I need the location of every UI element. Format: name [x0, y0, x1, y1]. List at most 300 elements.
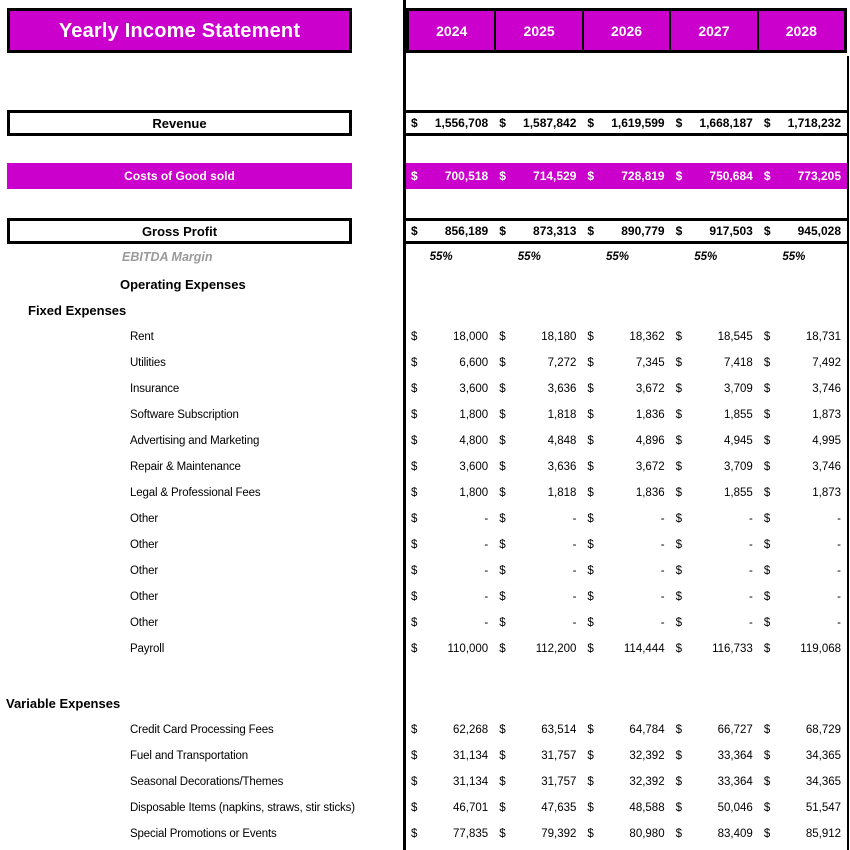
value-cell: [582, 532, 670, 558]
value-amount: 62,268: [453, 724, 489, 736]
expense-values-row: [406, 532, 847, 558]
value-amount: 31,757: [541, 750, 577, 762]
currency-symbol: $: [411, 724, 418, 736]
currency-symbol: $: [675, 643, 683, 655]
value-cell: [759, 113, 847, 133]
currency-symbol: $: [763, 224, 771, 238]
value-cell: [494, 163, 582, 189]
value-amount: 7,492: [812, 357, 842, 369]
value-cell: [406, 480, 494, 506]
value-cell: [582, 221, 670, 241]
value-cell: [494, 480, 582, 506]
value-cell: [671, 454, 759, 480]
currency-symbol: $: [587, 802, 594, 814]
currency-symbol: $: [675, 169, 683, 183]
currency-symbol: $: [499, 724, 506, 736]
expense-values-row: [406, 454, 847, 480]
value-amount: 50,046: [717, 802, 753, 814]
expense-values-row: [406, 324, 847, 350]
value-cell: [494, 350, 582, 376]
value-amount: 85,912: [805, 828, 842, 840]
currency-symbol: $: [675, 357, 683, 369]
expense-row-label: Other: [130, 565, 159, 577]
currency-symbol: $: [499, 409, 506, 421]
currency-symbol: $: [499, 750, 506, 762]
currency-symbol: $: [587, 565, 594, 577]
expense-values-row: [406, 376, 847, 402]
value-cell: [671, 717, 759, 743]
value-cell: [494, 532, 582, 558]
value-cell: [759, 610, 847, 636]
currency-symbol: $: [499, 828, 506, 840]
value-amount: 7,345: [635, 357, 665, 369]
value-cell: [406, 558, 494, 584]
value-amount: -: [748, 539, 753, 551]
values-row-gross-profit: [406, 218, 847, 244]
currency-symbol: $: [411, 461, 418, 473]
currency-symbol: $: [763, 487, 771, 499]
value-cell: [671, 163, 759, 189]
value-amount: 33,364: [717, 776, 753, 788]
value-cell: [759, 636, 847, 662]
expense-values-row: [406, 769, 847, 795]
currency-symbol: $: [587, 409, 594, 421]
value-cell: [582, 584, 670, 610]
currency-symbol: $: [499, 643, 506, 655]
value-amount: 1,818: [547, 487, 577, 499]
value-amount: 51,547: [805, 802, 842, 814]
currency-symbol: $: [587, 461, 594, 473]
value-amount: 116,733: [712, 643, 753, 655]
value-cell: [759, 558, 847, 584]
value-cell: [671, 743, 759, 769]
currency-symbol: $: [675, 461, 683, 473]
value-amount: 47,635: [541, 802, 577, 814]
currency-symbol: $: [411, 513, 418, 525]
value-amount: 112,200: [535, 643, 577, 655]
value-cell: [406, 376, 494, 402]
expense-row-label: Other: [130, 591, 159, 603]
value-amount: 119,068: [800, 643, 842, 655]
value-cell: [671, 376, 759, 402]
currency-symbol: $: [763, 331, 771, 343]
value-cell: [494, 558, 582, 584]
currency-symbol: $: [763, 513, 771, 525]
value-cell: [582, 795, 670, 821]
currency-symbol: $: [675, 828, 683, 840]
currency-symbol: $: [675, 383, 683, 395]
value-cell: [759, 350, 847, 376]
currency-symbol: $: [763, 591, 771, 603]
value-amount: 34,365: [805, 776, 842, 788]
currency-symbol: $: [587, 357, 594, 369]
currency-symbol: $: [411, 435, 418, 447]
label-column: [0, 0, 403, 850]
value-amount: 1,855: [724, 409, 753, 421]
value-amount: 32,392: [629, 776, 665, 788]
value-amount: 33,364: [717, 750, 753, 762]
currency-symbol: $: [675, 750, 683, 762]
currency-symbol: $: [411, 331, 418, 343]
value-amount: 31,134: [453, 750, 489, 762]
currency-symbol: $: [499, 487, 506, 499]
value-amount: 1,873: [812, 409, 842, 421]
value-cell: [759, 428, 847, 454]
value-amount: 3,709: [724, 383, 753, 395]
value-amount: 1,873: [812, 487, 842, 499]
value-cell: [759, 532, 847, 558]
value-amount: 1,800: [459, 409, 489, 421]
value-amount: 114,444: [623, 643, 665, 655]
value-amount: -: [484, 617, 489, 629]
value-cell: [759, 221, 847, 241]
value-cell: [494, 402, 582, 428]
value-amount: 6,600: [459, 357, 489, 369]
expense-row-label: Other: [130, 539, 159, 551]
expense-values-row: [406, 795, 847, 821]
value-cell: [671, 769, 759, 795]
value-amount: 3,600: [459, 383, 489, 395]
currency-symbol: $: [587, 116, 595, 130]
value-amount: 714,529: [533, 169, 577, 183]
currency-symbol: $: [675, 116, 683, 130]
value-cell: [494, 636, 582, 662]
value-amount: -: [572, 513, 577, 525]
expense-row-label: Other: [130, 617, 159, 629]
value-cell: [582, 480, 670, 506]
section-heading-operating-expenses: Operating Expenses: [120, 277, 246, 292]
currency-symbol: $: [763, 539, 771, 551]
currency-symbol: $: [411, 357, 418, 369]
value-cell: [494, 324, 582, 350]
expense-row-label: Software Subscription: [130, 409, 239, 421]
value-cell: [759, 769, 847, 795]
value-amount: -: [837, 513, 842, 525]
currency-symbol: $: [763, 828, 771, 840]
value-amount: 7,418: [724, 357, 753, 369]
currency-symbol: $: [587, 724, 594, 736]
row-label-ebitda-margin: EBITDA Margin: [122, 250, 213, 264]
currency-symbol: $: [411, 617, 418, 629]
value-cell: [494, 769, 582, 795]
currency-symbol: $: [587, 331, 594, 343]
value-amount: 917,503: [709, 224, 753, 238]
currency-symbol: $: [763, 357, 771, 369]
value-amount: 31,134: [453, 776, 489, 788]
value-cell: [582, 454, 670, 480]
value-cell: [406, 402, 494, 428]
value-cell: [406, 795, 494, 821]
value-cell: [671, 428, 759, 454]
value-amount: 18,545: [717, 331, 753, 343]
currency-symbol: $: [411, 750, 418, 762]
value-amount: 80,980: [629, 828, 665, 840]
margin-percent-cell: 55%: [782, 251, 806, 263]
value-amount: 83,409: [717, 828, 753, 840]
value-amount: 68,729: [805, 724, 842, 736]
value-cell: [494, 610, 582, 636]
expense-values-row: [406, 558, 847, 584]
currency-symbol: $: [499, 776, 506, 788]
expense-values-row: [406, 584, 847, 610]
currency-symbol: $: [763, 565, 771, 577]
currency-symbol: $: [587, 776, 594, 788]
value-cell: [671, 532, 759, 558]
currency-symbol: $: [411, 539, 418, 551]
value-cell: [671, 610, 759, 636]
value-cell: [494, 376, 582, 402]
value-cell: [494, 428, 582, 454]
value-amount: 856,189: [444, 224, 489, 238]
value-cell: [582, 376, 670, 402]
value-cell: [582, 558, 670, 584]
expense-values-row: [406, 821, 847, 847]
value-cell: [671, 636, 759, 662]
value-amount: 1,800: [459, 487, 489, 499]
value-amount: -: [572, 591, 577, 603]
year-header-cell: 2027: [671, 11, 758, 50]
expense-row-label: Payroll: [130, 643, 165, 655]
margin-percent-cell: 55%: [517, 251, 541, 263]
currency-symbol: $: [587, 539, 594, 551]
expense-row-label: Other: [130, 513, 159, 525]
value-cell: [494, 221, 582, 241]
value-amount: -: [837, 617, 842, 629]
currency-symbol: $: [411, 116, 418, 130]
currency-symbol: $: [675, 539, 683, 551]
currency-symbol: $: [499, 591, 506, 603]
value-cell: [406, 428, 494, 454]
section-heading-variable-expenses: Variable Expenses: [6, 696, 121, 711]
expense-row-label: Fuel and Transportation: [130, 750, 249, 762]
value-amount: -: [572, 617, 577, 629]
section-heading-fixed-expenses: Fixed Expenses: [28, 303, 127, 318]
value-cell: [582, 163, 670, 189]
currency-symbol: $: [763, 169, 771, 183]
currency-symbol: $: [587, 591, 594, 603]
value-amount: 79,392: [541, 828, 577, 840]
value-cell: [759, 743, 847, 769]
value-cell: [406, 221, 494, 241]
row-label-costs-of-good-sold: Costs of Good sold: [7, 163, 352, 189]
currency-symbol: $: [411, 776, 418, 788]
currency-symbol: $: [499, 565, 506, 577]
value-cell: [406, 350, 494, 376]
currency-symbol: $: [499, 224, 506, 238]
value-cell: [671, 558, 759, 584]
value-cell: [582, 743, 670, 769]
value-amount: 4,945: [724, 435, 753, 447]
value-amount: 1,855: [724, 487, 753, 499]
currency-symbol: $: [587, 643, 594, 655]
value-amount: 773,205: [797, 169, 842, 183]
currency-symbol: $: [675, 776, 683, 788]
currency-symbol: $: [763, 383, 771, 395]
value-cell: [406, 610, 494, 636]
values-row-ebitda-margin: [406, 244, 847, 270]
currency-symbol: $: [675, 224, 683, 238]
value-cell: [671, 480, 759, 506]
currency-symbol: $: [763, 435, 771, 447]
value-amount: 3,746: [812, 461, 842, 473]
currency-symbol: $: [763, 776, 771, 788]
value-amount: -: [660, 513, 665, 525]
value-cell: [671, 506, 759, 532]
value-amount: 1,818: [547, 409, 577, 421]
value-amount: -: [748, 617, 753, 629]
value-amount: -: [572, 565, 577, 577]
value-amount: -: [660, 617, 665, 629]
value-cell: [406, 584, 494, 610]
currency-symbol: $: [411, 828, 418, 840]
currency-symbol: $: [587, 828, 594, 840]
value-cell: [406, 717, 494, 743]
value-amount: 110,000: [447, 643, 489, 655]
value-amount: -: [660, 539, 665, 551]
value-cell: [494, 821, 582, 847]
expense-values-row: [406, 428, 847, 454]
currency-symbol: $: [763, 461, 771, 473]
value-amount: 4,800: [459, 435, 489, 447]
margin-percent-cell: 55%: [605, 251, 630, 263]
currency-symbol: $: [499, 802, 506, 814]
value-cell: [406, 324, 494, 350]
value-amount: -: [837, 591, 842, 603]
value-cell: [671, 821, 759, 847]
value-amount: 66,727: [717, 724, 753, 736]
value-cell: [406, 532, 494, 558]
value-cell: [671, 221, 759, 241]
value-cell: [671, 584, 759, 610]
currency-symbol: $: [763, 643, 771, 655]
value-cell: [406, 636, 494, 662]
value-cell: [494, 113, 582, 133]
values-column: [403, 0, 850, 850]
value-cell: [671, 324, 759, 350]
value-amount: 4,995: [812, 435, 842, 447]
year-header-cell: 2025: [496, 11, 583, 50]
value-amount: 700,518: [444, 169, 489, 183]
value-cell: [494, 584, 582, 610]
currency-symbol: $: [675, 565, 683, 577]
value-cell: [759, 402, 847, 428]
expense-row-label: Seasonal Decorations/Themes: [130, 776, 284, 788]
currency-symbol: $: [411, 565, 418, 577]
value-amount: 18,731: [805, 331, 842, 343]
currency-symbol: $: [499, 539, 506, 551]
year-header-cell: 2028: [785, 22, 817, 39]
value-amount: 64,784: [629, 724, 665, 736]
currency-symbol: $: [675, 331, 683, 343]
value-amount: 1,668,187: [699, 116, 753, 130]
value-cell: [759, 454, 847, 480]
expense-row-label: Disposable Items (napkins, straws, stir sticks): [130, 802, 355, 814]
value-cell: [494, 795, 582, 821]
expense-values-row: [406, 743, 847, 769]
expense-row-label: Legal & Professional Fees: [130, 487, 261, 499]
value-amount: 1,836: [635, 409, 665, 421]
value-amount: 7,272: [547, 357, 577, 369]
currency-symbol: $: [763, 802, 771, 814]
value-cell: [406, 113, 494, 133]
currency-symbol: $: [499, 435, 506, 447]
value-amount: 34,365: [805, 750, 842, 762]
value-cell: [582, 610, 670, 636]
value-amount: -: [748, 513, 753, 525]
sheet-title-box: [7, 8, 352, 53]
expense-row-label: Insurance: [130, 383, 180, 395]
value-cell: [582, 428, 670, 454]
value-amount: -: [484, 591, 489, 603]
value-cell: [759, 480, 847, 506]
year-header-row: [406, 8, 847, 53]
expense-row-label: Utilities: [130, 357, 166, 369]
currency-symbol: $: [763, 724, 771, 736]
currency-symbol: $: [763, 750, 771, 762]
value-amount: 3,672: [635, 461, 665, 473]
value-cell: [759, 795, 847, 821]
margin-percent-cell: 55%: [694, 251, 718, 263]
value-cell: [582, 717, 670, 743]
value-amount: 750,684: [709, 169, 753, 183]
value-cell: [494, 717, 582, 743]
currency-symbol: $: [763, 409, 771, 421]
value-cell: [582, 350, 670, 376]
value-cell: [406, 743, 494, 769]
currency-symbol: $: [587, 617, 594, 629]
value-cell: [582, 402, 670, 428]
expense-values-row: [406, 610, 847, 636]
value-amount: -: [748, 565, 753, 577]
currency-symbol: $: [499, 513, 506, 525]
value-amount: 63,514: [541, 724, 577, 736]
row-label-revenue: Revenue: [7, 110, 352, 136]
margin-percent-cell: 55%: [429, 251, 453, 263]
value-cell: [582, 113, 670, 133]
value-amount: 3,600: [459, 461, 489, 473]
currency-symbol: $: [675, 617, 683, 629]
value-amount: -: [837, 539, 842, 551]
currency-symbol: $: [587, 487, 594, 499]
value-amount: 3,636: [547, 383, 577, 395]
currency-symbol: $: [411, 591, 418, 603]
value-amount: 32,392: [629, 750, 665, 762]
value-amount: -: [572, 539, 577, 551]
expense-values-row: [406, 350, 847, 376]
currency-symbol: $: [763, 116, 771, 130]
value-cell: [406, 163, 494, 189]
value-cell: [494, 743, 582, 769]
currency-symbol: $: [587, 383, 594, 395]
value-cell: [406, 454, 494, 480]
value-cell: [494, 454, 582, 480]
value-cell: [406, 821, 494, 847]
currency-symbol: $: [411, 409, 418, 421]
value-amount: 4,896: [635, 435, 665, 447]
value-cell: [759, 584, 847, 610]
year-header-cell: 2024: [409, 11, 496, 50]
currency-symbol: $: [499, 116, 506, 130]
value-amount: -: [660, 565, 665, 577]
currency-symbol: $: [411, 224, 418, 238]
expense-row-label: Repair & Maintenance: [130, 461, 241, 473]
currency-symbol: $: [499, 357, 506, 369]
value-amount: 3,672: [635, 383, 665, 395]
currency-symbol: $: [499, 383, 506, 395]
value-cell: [494, 506, 582, 532]
currency-symbol: $: [411, 383, 418, 395]
expense-row-label: Special Promotions or Events: [130, 828, 277, 840]
